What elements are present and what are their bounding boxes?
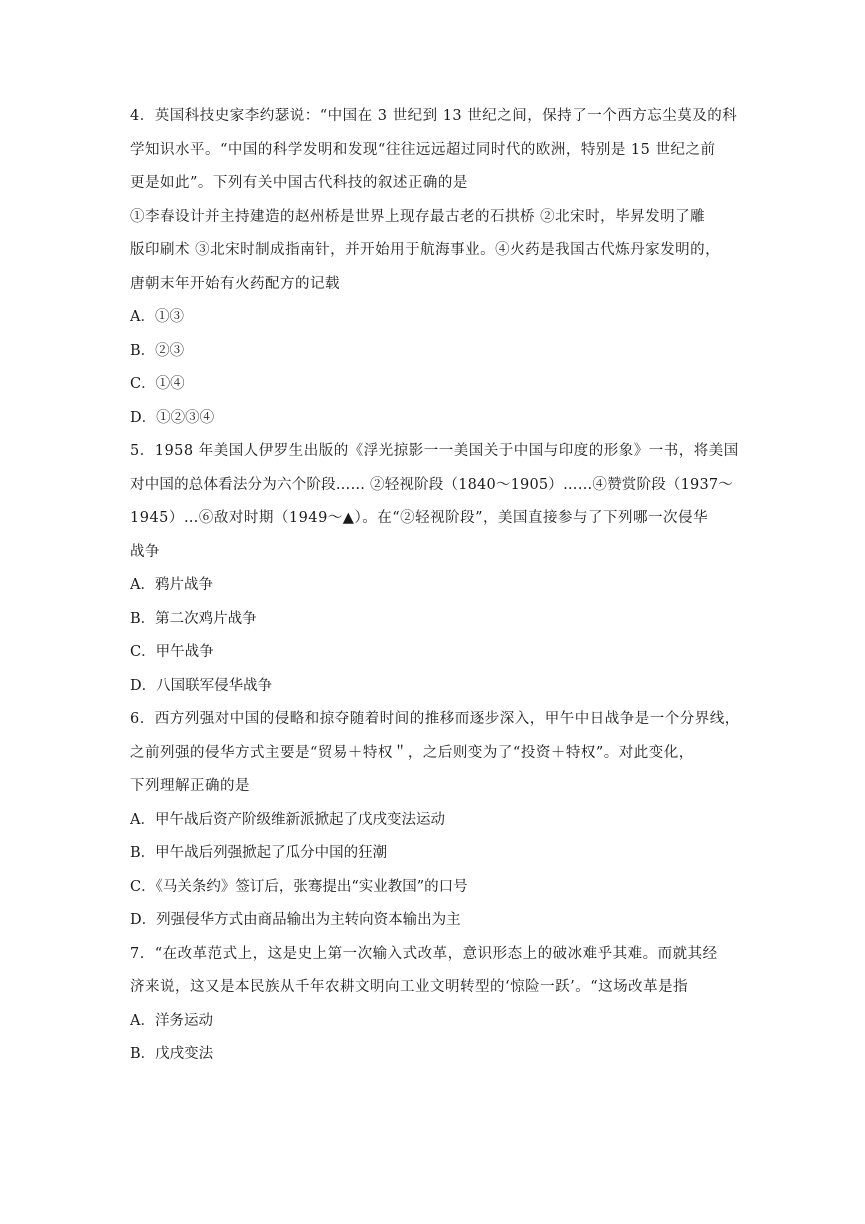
document-page [130, 100, 740, 1072]
question-7 [130, 938, 740, 1072]
question-4-line-6: 唐朝末年开始有火药配方的记载 [130, 275, 340, 292]
question-6-option-b: B．甲午战后列强掀起了瓜分中国的狂潮 [130, 845, 388, 861]
question-6-option-d: D．列强侵华方式由商品输出为主转向资本输出为主 [130, 912, 461, 928]
question-5-line-1: 5．1958 年美国人伊罗生出版的《浮光掠影一一美国关于中国与印度的形象》一书，将美国 [130, 443, 739, 459]
question-4-option-d: D．①②③④ [130, 409, 215, 426]
question-6-option-a: A．甲午战后资产阶级维新派掀起了戊戌变法运动 [130, 811, 445, 828]
question-4-line-4: ①李春设计并主持建造的赵州桥是世界上现存最古老的石拱桥 ②北宋时，毕昇发明了雕 [130, 208, 706, 225]
question-5-line-4: 战争 [130, 543, 160, 560]
question-5 [130, 435, 740, 703]
question-4-line-5: 版印刷术 ③北宋时制成指南针，并开始用于航海事业。④火药是我国古代炼丹家发明的， [130, 242, 721, 258]
question-5-option-d: D．八国联军侵华战争 [130, 677, 273, 694]
question-7-line-2: 济来说，这又是本民族从千年农耕文明向工业文明转型的‘惊险一跃’。“这场改革是指 [130, 979, 689, 995]
question-5-option-a: A．鸦片战争 [130, 577, 213, 593]
question-6-option-c: C．《马关条约》签订后，张骞提出“实业教国”的口号 [130, 878, 468, 895]
question-5-option-b: B．第二次鸡片战争 [130, 610, 257, 627]
question-6-line-1: 6．西方列强对中国的侵略和掠夺随着时间的推移而逐步深入，甲午中日战争是一个分界线， [130, 711, 740, 727]
question-6-line-3: 下列理解正确的是 [130, 778, 250, 794]
question-4-line-2: 学知识水平。“中国的科学发明和发现“往往远远超过同时代的欧洲，特别是 15 世纪之前 [130, 141, 716, 158]
question-6 [130, 703, 740, 938]
question-4-line-1: 4．英国科技史家李约瑟说：“中国在 3 世纪到 13 世纪之间，保持了一个西方忘尘莫及的科 [130, 108, 738, 124]
question-5-option-c: C．甲午战争 [130, 644, 214, 660]
question-5-line-3: 1945）…⑥敌对时期（1949～▲）。在“②轻视阶段”，美国直接参与了下列哪一次侵华 [130, 510, 709, 526]
question-4-option-b: B．②③ [130, 342, 185, 359]
question-6-line-2: 之前列强的侵华方式主要是“贸易＋特权＂，之后则变为了“投资＋特权”。对此变化， [130, 744, 694, 761]
question-4-option-a: A．①③ [130, 309, 184, 325]
question-4 [130, 100, 740, 435]
question-5-line-2: 对中国的总体看法分为六个阶段…… ②轻视阶段（1840～1905）……④赞赏阶段（1937～ [130, 476, 734, 493]
question-7-option-a: A．洋务运动 [130, 1012, 213, 1029]
question-7-option-b: B．戊戌变法 [130, 1046, 214, 1062]
question-4-line-3: 更是如此”。下列有关中国古代科技的叙述正确的是 [130, 175, 468, 191]
question-7-line-1: 7．“在改革范式上，这是史上第一次输入式改革，意识形态上的破冰难乎其难。而就其经 [130, 945, 718, 962]
question-4-option-c: C．①④ [130, 376, 185, 392]
